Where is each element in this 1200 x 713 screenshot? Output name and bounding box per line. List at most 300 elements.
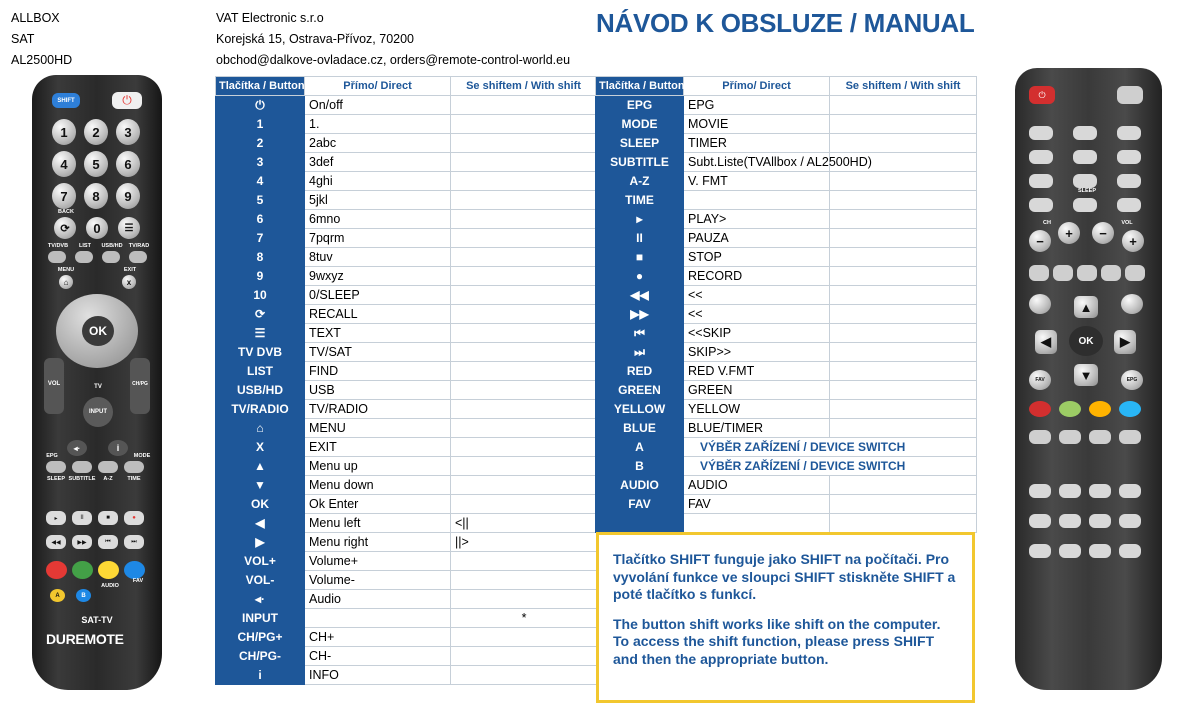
direct-function: 0/SLEEP [305, 286, 451, 305]
shift-function [451, 134, 597, 153]
shift-function [830, 134, 977, 153]
direct-function: CH- [305, 647, 451, 666]
direct-function: Subt.Liste(TVAllbox / AL2500HD) [684, 153, 830, 172]
button-key: 4 [216, 172, 305, 191]
button-key: ⏮ [596, 324, 684, 343]
ch-label: CH [1043, 220, 1051, 226]
brand-info [11, 8, 72, 71]
direct-function: Menu up [305, 457, 451, 476]
button-key: ▶▶ [596, 305, 684, 324]
direct-function: AUDIO [684, 476, 830, 495]
button-key: FAV [596, 495, 684, 514]
digit-5-button: 5 [84, 151, 108, 177]
col-direct-header: Přímo/ Direct [684, 77, 830, 96]
direct-function: 6mno [305, 210, 451, 229]
shift-function: * [451, 609, 597, 628]
direct-function: GREEN [684, 381, 830, 400]
func-button [1125, 265, 1145, 281]
direct-function [684, 191, 830, 210]
shift-function [830, 324, 977, 343]
button-key: i [216, 666, 305, 685]
button-key: MODE [596, 115, 684, 134]
table-row [216, 666, 597, 685]
media-button [1119, 514, 1141, 528]
col-shift-header: Se shiftem / With shift [451, 77, 597, 96]
digit-button [1073, 174, 1097, 188]
table-row [216, 286, 597, 305]
shift-function [451, 457, 597, 476]
direct-function: YELLOW [684, 400, 830, 419]
direct-function: USB [305, 381, 451, 400]
digit-button [1117, 198, 1141, 212]
table-row [596, 210, 977, 229]
digit-button [1117, 150, 1141, 164]
small-button [129, 251, 147, 263]
digit-button [1073, 126, 1097, 140]
button-key: YELLOW [596, 400, 684, 419]
table-row [216, 647, 597, 666]
audio-label: AUDIO [101, 583, 119, 589]
button-key: 1 [216, 115, 305, 134]
direct-function: INFO [305, 666, 451, 685]
home-icon: ⌂ [59, 275, 73, 289]
shift-function [451, 590, 597, 609]
shift-note [596, 532, 975, 703]
media-button [1089, 484, 1111, 498]
mode-label: MODE [133, 453, 151, 459]
direct-function: PLAY> [684, 210, 830, 229]
shift-function [451, 400, 597, 419]
media-button: ⏭ [124, 535, 144, 549]
button-key: INPUT [216, 609, 305, 628]
shift-function [451, 666, 597, 685]
table-row [216, 533, 597, 552]
digit-button [1029, 198, 1053, 212]
button-key: ▼ [216, 476, 305, 495]
direct-function: SKIP>> [684, 343, 830, 362]
direct-function: EPG [684, 96, 830, 115]
shift-function [451, 191, 597, 210]
direct-function: FAV [684, 495, 830, 514]
direct-function: 7pqrm [305, 229, 451, 248]
func-button [124, 461, 144, 473]
table-row [216, 609, 597, 628]
direct-function: STOP [684, 248, 830, 267]
button-key: VOL+ [216, 552, 305, 571]
button-key: ⟳ [216, 305, 305, 324]
button-key [596, 514, 684, 533]
direct-function: 9wxyz [305, 267, 451, 286]
direct-function [305, 609, 451, 628]
shift-function [451, 305, 597, 324]
direct-function: On/off [305, 96, 451, 115]
shift-function [830, 210, 977, 229]
direct-function: TIMER [684, 134, 830, 153]
media-button: ◀◀ [46, 535, 66, 549]
shift-function [830, 514, 977, 533]
shift-function [830, 419, 977, 438]
button-table-left [215, 76, 597, 685]
close-icon: x [122, 275, 136, 289]
table-row [216, 343, 597, 362]
button-key: 7 [216, 229, 305, 248]
ch-up-button: + [1058, 222, 1080, 244]
button-key: LIST [216, 362, 305, 381]
media-button: II [72, 511, 92, 525]
shift-function [451, 153, 597, 172]
button-key: B [596, 457, 684, 476]
table-row [216, 153, 597, 172]
button-key: OK [216, 495, 305, 514]
media-button [1059, 514, 1081, 528]
brand-name: ALLBOX [11, 11, 60, 25]
table-header [216, 77, 597, 96]
shift-function [451, 419, 597, 438]
direct-function: 8tuv [305, 248, 451, 267]
button-key: II [596, 229, 684, 248]
shift-function [830, 343, 977, 362]
button-key: SLEEP [596, 134, 684, 153]
button-key: 3 [216, 153, 305, 172]
shift-function [830, 115, 977, 134]
info-icon: i [108, 440, 128, 456]
direct-function: CH+ [305, 628, 451, 647]
mute-icon [1117, 86, 1143, 104]
button-key: 10 [216, 286, 305, 305]
note-czech: Tlačítko SHIFT funguje jako SHIFT na počítači. Pro vyvolání funkce ve sloupci SHIFT stiskněte SHIFT a poté tlačítko s funkcí. [613, 551, 956, 602]
product-type: SAT [11, 32, 35, 46]
direct-function: <<SKIP [684, 324, 830, 343]
func-button [98, 461, 118, 473]
vol-up-button: + [1122, 230, 1144, 252]
table-row [216, 115, 597, 134]
power-icon: ⏻ [112, 92, 142, 109]
table-row [596, 381, 977, 400]
col-button-header: Tlačítka / Button [596, 77, 684, 96]
func-button [1053, 265, 1073, 281]
func-button [1029, 265, 1049, 281]
func-button [1059, 430, 1081, 444]
row-label: TV/RAD [128, 243, 150, 249]
direct-function: << [684, 286, 830, 305]
button-key: X [216, 438, 305, 457]
remote-image-left [32, 75, 162, 690]
shift-function: <|| [451, 514, 597, 533]
col-direct-header: Přímo/ Direct [305, 77, 451, 96]
direct-function: MOVIE [684, 115, 830, 134]
table-row [216, 400, 597, 419]
recall-icon: ⟳ [54, 217, 76, 239]
shift-function [830, 495, 977, 514]
button-key: ◀ [216, 514, 305, 533]
button-key: 6 [216, 210, 305, 229]
up-arrow-icon: ▲ [1074, 296, 1098, 318]
yellow-button [1089, 401, 1111, 417]
shift-function [451, 343, 597, 362]
shift-function [830, 267, 977, 286]
shift-function: ||> [451, 533, 597, 552]
ch-label: CH/PG [132, 381, 148, 387]
exit-button [1121, 294, 1143, 314]
digit-button [1073, 198, 1097, 212]
green-button [1059, 401, 1081, 417]
digit-button [1029, 174, 1053, 188]
direct-function: V. FMT [684, 172, 830, 191]
text-icon: ☰ [118, 217, 140, 239]
table-row [596, 96, 977, 115]
button-key: A [596, 438, 684, 457]
table-row [596, 191, 977, 210]
button-key: ⌂ [216, 419, 305, 438]
page-title: NÁVOD K OBSLUZE / MANUAL [596, 8, 975, 38]
table-row [216, 191, 597, 210]
vol-label: VOL [1121, 220, 1133, 226]
func-button [1119, 430, 1141, 444]
digit-1-button: 1 [52, 119, 76, 145]
shift-function [451, 324, 597, 343]
digit-button [1073, 150, 1097, 164]
direct-function: << [684, 305, 830, 324]
direct-function: TEXT [305, 324, 451, 343]
small-button [75, 251, 93, 263]
button-key: ☰ [216, 324, 305, 343]
button-key: GREEN [596, 381, 684, 400]
shift-function [830, 96, 977, 115]
ok-button: OK [1069, 326, 1103, 356]
table-row [216, 628, 597, 647]
media-button: ▶▶ [72, 535, 92, 549]
shift-function [451, 229, 597, 248]
shift-function [451, 552, 597, 571]
digit-9-button: 9 [116, 183, 140, 209]
media-button [1029, 484, 1051, 498]
media-button: ⏮ [98, 535, 118, 549]
table-row [596, 343, 977, 362]
button-key: USB/HD [216, 381, 305, 400]
input-button: INPUT [83, 397, 113, 427]
direct-function: BLUE/TIMER [684, 419, 830, 438]
button-key: TV DVB [216, 343, 305, 362]
right-arrow-icon: ▶ [1114, 330, 1136, 354]
func-button [46, 461, 66, 473]
media-button [1029, 514, 1051, 528]
shift-function [451, 628, 597, 647]
table-row [216, 324, 597, 343]
button-key: ⏭ [596, 343, 684, 362]
table-row [596, 419, 977, 438]
exit-label: EXIT [123, 267, 137, 273]
vol-down-button: − [1092, 222, 1114, 244]
direct-function: PAUZA [684, 229, 830, 248]
media-button: ▸ [46, 511, 66, 525]
button-key: 8 [216, 248, 305, 267]
ok-button: OK [82, 316, 114, 346]
direct-function: Menu right [305, 533, 451, 552]
digit-8-button: 8 [84, 183, 108, 209]
direct-function: Menu left [305, 514, 451, 533]
shift-function [451, 210, 597, 229]
button-key: CH/PG+ [216, 628, 305, 647]
shift-function [451, 96, 597, 115]
table-row [216, 305, 597, 324]
digit-button [1117, 174, 1141, 188]
direct-function: 1. [305, 115, 451, 134]
button-key: TIME [596, 191, 684, 210]
power-icon: ⏻ [1029, 86, 1055, 104]
shift-function [451, 115, 597, 134]
digit-button [1117, 126, 1141, 140]
button-key: ◀◀ [596, 286, 684, 305]
media-button [1119, 544, 1141, 558]
button-key: SUBTITLE [596, 153, 684, 172]
red-button [46, 561, 67, 579]
media-button: ■ [98, 511, 118, 525]
company-emails: obchod@dalkove-ovladace.cz, orders@remote-control-world.eu [216, 53, 571, 67]
ch-down-button: − [1029, 230, 1051, 252]
table-row [216, 590, 597, 609]
table-row [596, 457, 977, 476]
table-row [216, 438, 597, 457]
direct-function [684, 514, 830, 533]
button-key: 5 [216, 191, 305, 210]
model-label: SAT-TV [81, 615, 113, 625]
media-button [1089, 544, 1111, 558]
col-shift-header: Se shiftem / With shift [830, 77, 977, 96]
table-row [216, 457, 597, 476]
table-row [596, 286, 977, 305]
epg-button: EPG [1121, 370, 1143, 390]
func-label: SLEEP [46, 476, 66, 482]
button-key: EPG [596, 96, 684, 115]
media-button [1059, 544, 1081, 558]
button-key: BLUE [596, 419, 684, 438]
button-key: CH/PG- [216, 647, 305, 666]
direct-function: RECORD [684, 267, 830, 286]
direct-function: 5jkl [305, 191, 451, 210]
row-label: USB/HD [101, 243, 123, 249]
shift-function [830, 286, 977, 305]
small-button [48, 251, 66, 263]
func-button [1101, 265, 1121, 281]
direct-function: FIND [305, 362, 451, 381]
vol-label: VOL [47, 381, 61, 387]
media-button [1119, 484, 1141, 498]
direct-function: 3def [305, 153, 451, 172]
button-key: 2 [216, 134, 305, 153]
direct-function: EXIT [305, 438, 451, 457]
table-row [216, 419, 597, 438]
row-label: LIST [79, 243, 91, 249]
blue-button [1119, 401, 1141, 417]
brand-logo: DUREMOTE [46, 631, 124, 647]
direct-function: RED V.FMT [684, 362, 830, 381]
fav-button: FAV [1029, 370, 1051, 390]
company-address: Korejská 15, Ostrava-Přívoz, 70200 [216, 32, 415, 46]
button-key: AUDIO [596, 476, 684, 495]
button-key: ▸ [596, 210, 684, 229]
table-row [596, 476, 977, 495]
col-button-header: Tlačítka / Button [216, 77, 305, 96]
button-key: A-Z [596, 172, 684, 191]
table-row [596, 305, 977, 324]
shift-function [451, 381, 597, 400]
shift-function [830, 191, 977, 210]
direct-function: Ok Enter [305, 495, 451, 514]
shift-function [830, 381, 977, 400]
green-button [72, 561, 93, 579]
digit-7-button: 7 [52, 183, 76, 209]
table-row [216, 571, 597, 590]
func-button [1029, 430, 1051, 444]
media-button [1089, 514, 1111, 528]
button-key: VOL- [216, 571, 305, 590]
direct-function: MENU [305, 419, 451, 438]
note-english: The button shift works like shift on the computer. To access the shift function, please press SHIFT and then the appropriate button. [613, 615, 941, 667]
media-button [1029, 544, 1051, 558]
direct-function: TV/RADIO [305, 400, 451, 419]
text-button [1029, 294, 1051, 314]
tv-label: TV [94, 384, 102, 390]
table-row [216, 172, 597, 191]
button-key: ▶ [216, 533, 305, 552]
digit-6-button: 6 [116, 151, 140, 177]
table-header [596, 77, 977, 96]
table-row [596, 324, 977, 343]
table-row [596, 134, 977, 153]
b-button: B [76, 589, 91, 602]
direct-function: 2abc [305, 134, 451, 153]
shift-function [451, 476, 597, 495]
model-name: AL2500HD [11, 53, 73, 67]
shift-function [830, 248, 977, 267]
direct-function: Menu down [305, 476, 451, 495]
shift-function [451, 286, 597, 305]
remote-image-right [1015, 68, 1162, 690]
menu-label: MENU [57, 267, 75, 273]
digit-2-button: 2 [84, 119, 108, 145]
digit-0-button: 0 [86, 217, 108, 239]
red-button [1029, 401, 1051, 417]
digit-button [1029, 150, 1053, 164]
shift-function [830, 476, 977, 495]
back-label: BACK [58, 209, 74, 215]
direct-function: Volume- [305, 571, 451, 590]
digit-button [1029, 126, 1053, 140]
table-row [596, 400, 977, 419]
company-info [216, 8, 570, 71]
shift-function [451, 495, 597, 514]
table-row [216, 552, 597, 571]
direct-function: 4ghi [305, 172, 451, 191]
shift-function [451, 172, 597, 191]
table-row [216, 476, 597, 495]
table-row [216, 96, 597, 115]
shift-function [451, 267, 597, 286]
shift-function [830, 400, 977, 419]
table-row [216, 248, 597, 267]
shift-function [830, 305, 977, 324]
sleep-label: SLEEP [1077, 188, 1097, 194]
table-row [596, 153, 977, 172]
shift-function [451, 248, 597, 267]
table-row [596, 267, 977, 286]
shift-function [830, 172, 977, 191]
table-row [596, 229, 977, 248]
table-row [216, 229, 597, 248]
direct-function: Volume+ [305, 552, 451, 571]
fav-label: FAV [132, 578, 144, 584]
table-row [216, 514, 597, 533]
